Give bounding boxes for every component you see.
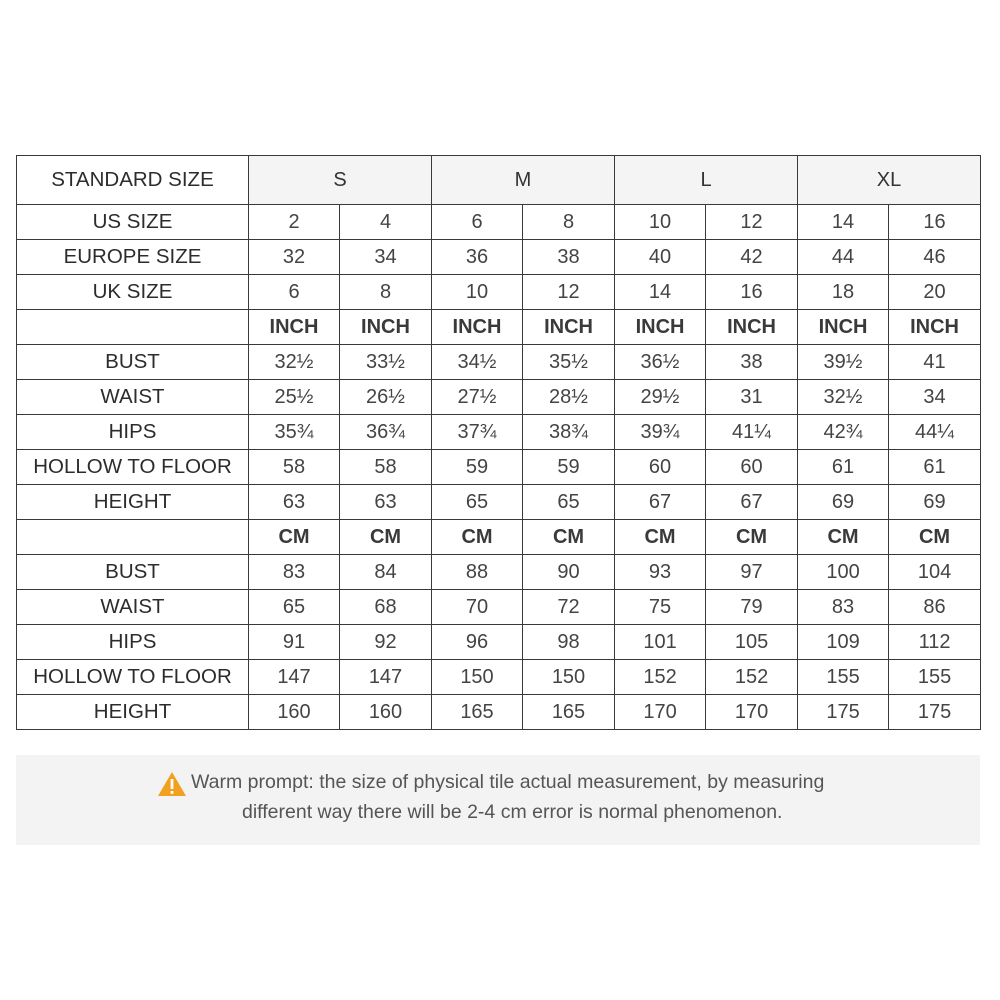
table-cell: 67 — [706, 485, 798, 520]
inch-unit-cell: INCH — [615, 310, 706, 345]
table-cell: 10 — [615, 205, 706, 240]
table-cell: 79 — [706, 590, 798, 625]
table-cell: 170 — [706, 695, 798, 730]
table-cell: 83 — [249, 555, 340, 590]
table-cell: 72 — [523, 590, 615, 625]
table-cell: 61 — [798, 450, 889, 485]
table-cell: 86 — [889, 590, 981, 625]
table-cell: 61 — [889, 450, 981, 485]
table-cell: 147 — [249, 660, 340, 695]
inch-waist-label: WAIST — [17, 380, 249, 415]
size-group-xl: XL — [798, 156, 981, 205]
inch-hollow-to-floor-label: HOLLOW TO FLOOR — [17, 450, 249, 485]
table-cell: 165 — [432, 695, 523, 730]
warning-icon — [157, 771, 187, 797]
table-cell: 33½ — [340, 345, 432, 380]
table-cell: 105 — [706, 625, 798, 660]
table-cell: 101 — [615, 625, 706, 660]
cm-hollow-to-floor-label: HOLLOW TO FLOOR — [17, 660, 249, 695]
table-row — [17, 240, 981, 275]
size-group-m: M — [432, 156, 615, 205]
table-cell: 98 — [523, 625, 615, 660]
table-cell: 31 — [706, 380, 798, 415]
table-cell: 32½ — [798, 380, 889, 415]
table-cell: 97 — [706, 555, 798, 590]
cm-height-label: HEIGHT — [17, 695, 249, 730]
table-cell: 41 — [889, 345, 981, 380]
size-chart-table — [16, 155, 981, 730]
table-cell: 14 — [615, 275, 706, 310]
inch-unit-cell: INCH — [249, 310, 340, 345]
table-row — [17, 275, 981, 310]
table-cell: 16 — [706, 275, 798, 310]
cm-hips-label: HIPS — [17, 625, 249, 660]
table-cell: 25½ — [249, 380, 340, 415]
table-cell: 6 — [249, 275, 340, 310]
table-cell: 91 — [249, 625, 340, 660]
table-cell: 147 — [340, 660, 432, 695]
table-row — [17, 660, 981, 695]
table-cell: 34 — [340, 240, 432, 275]
table-cell: 32½ — [249, 345, 340, 380]
table-cell: 104 — [889, 555, 981, 590]
warm-prompt-note — [16, 755, 980, 845]
table-cell: 42¾ — [798, 415, 889, 450]
table-cell: 16 — [889, 205, 981, 240]
table-cell: 69 — [798, 485, 889, 520]
table-cell: 8 — [340, 275, 432, 310]
table-cell: 37¾ — [432, 415, 523, 450]
inch-unit-row — [17, 310, 981, 345]
table-cell: 18 — [798, 275, 889, 310]
table-cell: 42 — [706, 240, 798, 275]
size-header-row — [17, 156, 981, 205]
table-cell: 175 — [889, 695, 981, 730]
table-row — [17, 590, 981, 625]
size-uk-size-label: UK SIZE — [17, 275, 249, 310]
table-row — [17, 695, 981, 730]
table-cell: 70 — [432, 590, 523, 625]
table-cell: 4 — [340, 205, 432, 240]
table-cell: 38¾ — [523, 415, 615, 450]
table-cell: 160 — [249, 695, 340, 730]
table-row — [17, 380, 981, 415]
cm-unit-cell: CM — [340, 520, 432, 555]
table-cell: 150 — [432, 660, 523, 695]
inch-hips-label: HIPS — [17, 415, 249, 450]
standard-size-label: STANDARD SIZE — [17, 156, 249, 205]
table-cell: 46 — [889, 240, 981, 275]
table-cell: 8 — [523, 205, 615, 240]
table-cell: 83 — [798, 590, 889, 625]
table-cell: 28½ — [523, 380, 615, 415]
table-cell: 38 — [523, 240, 615, 275]
table-cell: 36¾ — [340, 415, 432, 450]
table-cell: 34½ — [432, 345, 523, 380]
table-row — [17, 555, 981, 590]
table-row — [17, 485, 981, 520]
table-cell: 60 — [615, 450, 706, 485]
table-cell: 150 — [523, 660, 615, 695]
table-cell: 12 — [706, 205, 798, 240]
blank-cell — [17, 310, 249, 345]
table-cell: 12 — [523, 275, 615, 310]
cm-bust-label: BUST — [17, 555, 249, 590]
size-group-l: L — [615, 156, 798, 205]
table-cell: 90 — [523, 555, 615, 590]
table-cell: 160 — [340, 695, 432, 730]
table-row — [17, 415, 981, 450]
table-cell: 44¼ — [889, 415, 981, 450]
table-cell: 88 — [432, 555, 523, 590]
table-cell: 29½ — [615, 380, 706, 415]
table-cell: 170 — [615, 695, 706, 730]
table-cell: 65 — [523, 485, 615, 520]
table-cell: 175 — [798, 695, 889, 730]
cm-unit-cell: CM — [432, 520, 523, 555]
table-row — [17, 450, 981, 485]
table-cell: 65 — [249, 590, 340, 625]
table-cell: 39½ — [798, 345, 889, 380]
table-cell: 44 — [798, 240, 889, 275]
table-cell: 96 — [432, 625, 523, 660]
inch-unit-cell: INCH — [798, 310, 889, 345]
table-cell: 100 — [798, 555, 889, 590]
table-cell: 109 — [798, 625, 889, 660]
size-europe-size-label: EUROPE SIZE — [17, 240, 249, 275]
table-cell: 20 — [889, 275, 981, 310]
note-text-line-1: Warm prompt: the size of physical tile actual measurement, by measuring — [191, 771, 825, 793]
table-cell: 2 — [249, 205, 340, 240]
table-cell: 35½ — [523, 345, 615, 380]
table-cell: 112 — [889, 625, 981, 660]
table-cell: 65 — [432, 485, 523, 520]
table-cell: 75 — [615, 590, 706, 625]
table-cell: 84 — [340, 555, 432, 590]
cm-waist-label: WAIST — [17, 590, 249, 625]
table-cell: 58 — [249, 450, 340, 485]
cm-unit-cell: CM — [798, 520, 889, 555]
table-cell: 40 — [615, 240, 706, 275]
table-cell: 63 — [340, 485, 432, 520]
table-row — [17, 625, 981, 660]
cm-unit-cell: CM — [889, 520, 981, 555]
table-cell: 32 — [249, 240, 340, 275]
table-cell: 60 — [706, 450, 798, 485]
table-row — [17, 205, 981, 240]
table-cell: 35¾ — [249, 415, 340, 450]
table-row — [17, 345, 981, 380]
table-cell: 69 — [889, 485, 981, 520]
inch-unit-cell: INCH — [432, 310, 523, 345]
table-cell: 152 — [615, 660, 706, 695]
inch-bust-label: BUST — [17, 345, 249, 380]
table-cell: 26½ — [340, 380, 432, 415]
table-cell: 152 — [706, 660, 798, 695]
table-cell: 36 — [432, 240, 523, 275]
table-cell: 165 — [523, 695, 615, 730]
note-text-line-2: different way there will be 2-4 cm error is normal phenomenon. — [242, 801, 783, 823]
inch-height-label: HEIGHT — [17, 485, 249, 520]
table-cell: 58 — [340, 450, 432, 485]
table-cell: 59 — [432, 450, 523, 485]
table-cell: 39¾ — [615, 415, 706, 450]
table-cell: 36½ — [615, 345, 706, 380]
cm-unit-cell: CM — [249, 520, 340, 555]
cm-unit-cell: CM — [706, 520, 798, 555]
table-cell: 14 — [798, 205, 889, 240]
inch-unit-cell: INCH — [340, 310, 432, 345]
table-cell: 92 — [340, 625, 432, 660]
table-cell: 68 — [340, 590, 432, 625]
size-group-s: S — [249, 156, 432, 205]
table-cell: 38 — [706, 345, 798, 380]
size-us-size-label: US SIZE — [17, 205, 249, 240]
table-cell: 59 — [523, 450, 615, 485]
table-cell: 93 — [615, 555, 706, 590]
inch-unit-cell: INCH — [706, 310, 798, 345]
inch-unit-cell: INCH — [523, 310, 615, 345]
table-cell: 67 — [615, 485, 706, 520]
cm-unit-cell: CM — [615, 520, 706, 555]
table-cell: 155 — [798, 660, 889, 695]
table-cell: 6 — [432, 205, 523, 240]
table-cell: 34 — [889, 380, 981, 415]
cm-unit-row — [17, 520, 981, 555]
table-cell: 27½ — [432, 380, 523, 415]
table-cell: 41¼ — [706, 415, 798, 450]
table-cell: 155 — [889, 660, 981, 695]
inch-unit-cell: INCH — [889, 310, 981, 345]
table-cell: 63 — [249, 485, 340, 520]
size-chart-body — [17, 156, 981, 730]
cm-unit-cell: CM — [523, 520, 615, 555]
table-cell: 10 — [432, 275, 523, 310]
blank-cell — [17, 520, 249, 555]
